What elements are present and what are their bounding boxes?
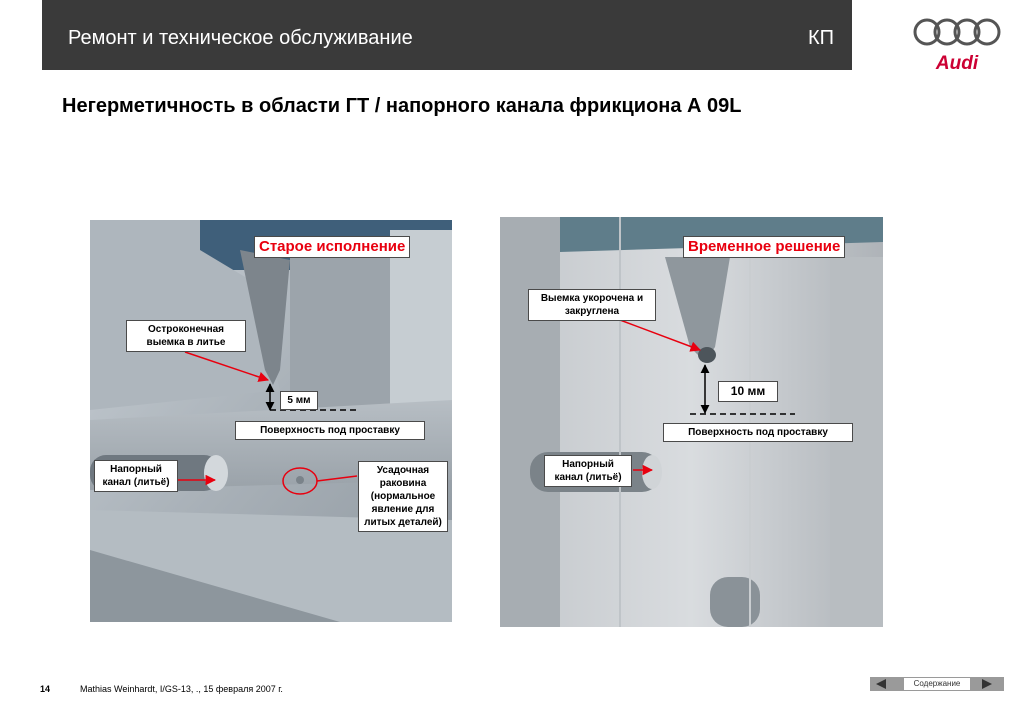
next-arrow-icon[interactable] [982,679,992,689]
old-version-heading: Старое исполнение [254,236,410,258]
previous-arrow-icon[interactable] [876,679,886,689]
slide-title: Негерметичность в области ГТ / напорного канала фрикциона А 09L [62,95,742,117]
old-distance-label: 5 мм [280,391,318,410]
old-notch-label: Остроконечная выемка в литье [126,320,246,352]
new-channel-label: Напорный канал (литьё) [544,455,632,487]
temporary-solution-photo [500,217,883,627]
new-notch-label: Выемка укорочена и закруглена [528,289,656,321]
new-surface-label: Поверхность под проставку [663,423,853,442]
old-surface-label: Поверхность под проставку [235,421,425,440]
audi-logo [910,14,1004,74]
header-code: КП [807,27,834,49]
old-channel-label: Напорный канал (литьё) [94,460,178,492]
temporary-solution-heading: Временное решение [683,236,845,258]
contents-link[interactable]: Содержание [904,678,970,690]
svg-text:Audi: Audi [935,53,979,74]
header-bar [42,0,852,70]
page-number: 14 [40,684,51,694]
new-distance-label: 10 мм [718,381,778,402]
footer-text: Mathias Weinhardt, I/GS-13, ., 15 февраля 2007 г. [80,684,283,694]
header-title: Ремонт и техническое обслуживание [68,27,413,49]
slide-navigation [870,677,1004,691]
audi-rings-icon [910,14,1004,74]
old-shrinkage-label: Усадочная раковина (нормальное явление для литых деталей) [358,461,448,532]
